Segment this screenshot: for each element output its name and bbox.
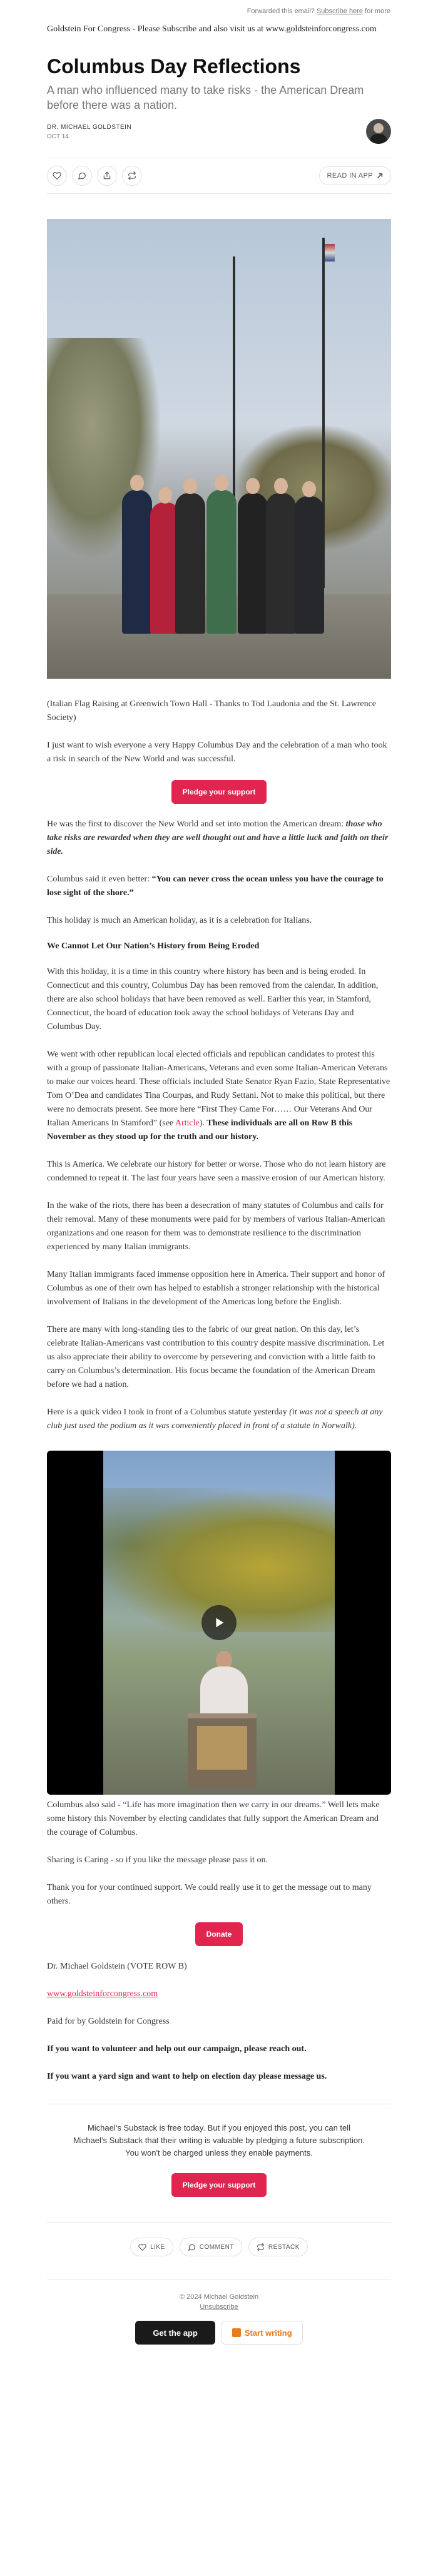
post-date: OCT 14 (47, 133, 69, 140)
paragraph-9: Many Italian immigrants faced immense opposition here in America. Their support and honor of Columbus as one of their own has helped to establish a stronger relationship with the historical involvement of Italians in the development of the Americas long before the English. (47, 1270, 385, 1307)
post-title[interactable]: Columbus Day Reflections (47, 55, 301, 78)
volunteer-cta: If you want to volunteer and help out our campaign, please reach out. (47, 2044, 307, 2054)
footer-like-button[interactable]: LIKE (130, 2238, 173, 2256)
arrow-up-right-icon (377, 173, 383, 179)
photo-caption: (Italian Flag Raising at Greenwich Town Hall - Thanks to Tod Laudonia and the St. Lawrence Society) (47, 699, 377, 723)
heart-icon (138, 2243, 146, 2251)
paragraph-1: I just want to wish everyone a very Happy Columbus Day and the celebration of a man who took a risk in search of the New World and was successful. (47, 741, 387, 764)
paragraph-7: This is America. We celebrate our history for better or worse. Those who do not learn history are condemned to repeat it. The last four years have seen a massive erosion of our American history. (47, 1160, 386, 1183)
substack-icon (232, 2328, 241, 2337)
preheader-text: Goldstein For Congress - Please Subscribe and also visit us at www.goldsteinforcongress.com (47, 24, 377, 34)
author-name[interactable]: DR. MICHAEL GOLDSTEIN (47, 124, 132, 131)
paragraph-3: Columbus said it even better: “You can never cross the ocean unless you have the courage to lose sight of the shore.” (47, 875, 384, 898)
subscribe-link[interactable]: Subscribe here (316, 8, 363, 15)
post-action-bar (47, 158, 391, 194)
paragraph-5: With this holiday, it is a time in this country where history has been and is being eroded. In Connecticut and this country, Columbus Day has been removed from the calendar. In addition, there are also school holidays that have been removed as well. Earlier this year, in Stamford, Connecticut, the board of education took away the school holidays of Veterans Day and Columbus Day. (47, 967, 379, 1032)
comment-icon (78, 171, 86, 180)
unsubscribe-link[interactable]: Unsubscribe (200, 2303, 238, 2311)
yard-sign-cta: If you want a yard sign and want to help on election day please message us. (47, 2072, 327, 2081)
author-avatar[interactable] (366, 119, 391, 144)
like-button[interactable] (47, 166, 67, 186)
paragraph-4: This holiday is much an American holiday, as it is a celebration for Italians. (47, 916, 312, 925)
heart-icon (53, 171, 61, 180)
comment-icon (188, 2243, 196, 2251)
play-button[interactable] (201, 1605, 237, 1640)
post-subtitle: A man who influenced many to take risks - the American Dream before there was a nation. (47, 84, 364, 111)
restack-icon (257, 2243, 265, 2251)
pledge-promo-text: Michael’s Substack is free today. But if you enjoyed this post, you can tell Michael’s Substack that their writing is valuable by pledging a future subscription. You won't be charged unless they enable payments. (73, 2123, 365, 2158)
paragraph-6: We went with other republican local elected officials and republican candidates to protest this with a group of passionate Italian-Americans, Veterans and even some Italian-American Veterans to make our voices heard. These officials included State Senator Ryan Fazio, State Representative Tom O’Dea and candidates Tina Courpas, and Rudy Settani. Not to make this political, but there were no democrats present. See more here “First They Came For…… Our Veterans And Our Italian Americans In Stamford” (see Article). These individuals are all on Row B this November as they stood up for the truth and our history. (47, 1050, 390, 1142)
copyright: © 2024 Michael Goldstein (47, 2279, 391, 2301)
paragraph-8: In the wake of the riots, there has been a desecration of many statutes of Columbus and calls for their removal. Many of these monuments were paid for by members of various Italian-American organizations and one reason for them was to demonstrate resilience to the discrimination experienced by many Italian immigrants. (47, 1201, 385, 1252)
campaign-website-link[interactable]: www.goldsteinforcongress.com (47, 1989, 158, 1999)
restack-button[interactable] (122, 166, 142, 186)
footer-app-buttons (47, 2321, 391, 2345)
video-embed[interactable] (47, 1451, 391, 1795)
paragraph-10: There are many with long-standing ties to the fabric of our great nation. On this day, let’s celebrate Italian-Americans vast contribution to this country despite massive discrimination. Let us also appreciate their ability to overcome by persevering and conviction with a little faith to carry on Columbus’s determination. His focus became the foundation of the American Dream before we had a nation. (47, 1325, 385, 1389)
start-writing-button[interactable]: Start writing (222, 2321, 303, 2345)
play-icon (212, 1616, 226, 1630)
read-in-app-button[interactable]: READ IN APP (319, 166, 391, 185)
paragraph-13: Sharing is Caring - so if you like the message please pass it on. (47, 1855, 268, 1865)
donate-button[interactable]: Donate (195, 1922, 243, 1946)
footer-action-bar (47, 2222, 391, 2256)
section-heading: We Cannot Let Our Nation’s History from Being Eroded (47, 941, 260, 951)
article-link[interactable]: Article (175, 1118, 200, 1128)
paragraph-14: Thank you for your continued support. We could really use it to get the message out to many others. (47, 1883, 372, 1906)
restack-icon (128, 171, 136, 180)
footer-restack-button[interactable]: RESTACK (248, 2238, 308, 2256)
pledge-support-button[interactable]: Pledge your support (171, 780, 267, 804)
flag-raising-photo[interactable] (47, 219, 391, 679)
paragraph-12: Columbus also said - “Life has more imagination then we carry in our dreams.” Well lets make some history this November by electing candidates that fully support the American Dream and the courage of Columbus. (47, 1800, 380, 1837)
flag (325, 244, 335, 261)
paragraph-11: Here is a quick video I took in front of a Columbus statute yesterday (it was not a speech at any club just used the podium as it was conveniently placed in front of a statute in Norwalk). (47, 1407, 383, 1431)
footer-comment-button[interactable]: COMMENT (180, 2238, 242, 2256)
forward-notice: Forwarded this email? Subscribe here for more (247, 8, 390, 15)
share-button[interactable] (97, 166, 117, 186)
comment-button[interactable] (72, 166, 92, 186)
get-app-button[interactable]: Get the app (135, 2321, 215, 2345)
paid-for-notice: Paid for by Goldstein for Congress (47, 2017, 170, 2026)
paragraph-2: He was the first to discover the New World and set into motion the American dream: those who take risks are rewarded when they are well thought out and have a little luck and faith on their side. (47, 819, 389, 856)
content-column (47, 23, 391, 2345)
pledge-support-footer-button[interactable]: Pledge your support (171, 2173, 267, 2197)
signature-name: Dr. Michael Goldstein (VOTE ROW B) (47, 1962, 187, 1971)
share-icon (103, 171, 111, 180)
byline (47, 119, 391, 144)
